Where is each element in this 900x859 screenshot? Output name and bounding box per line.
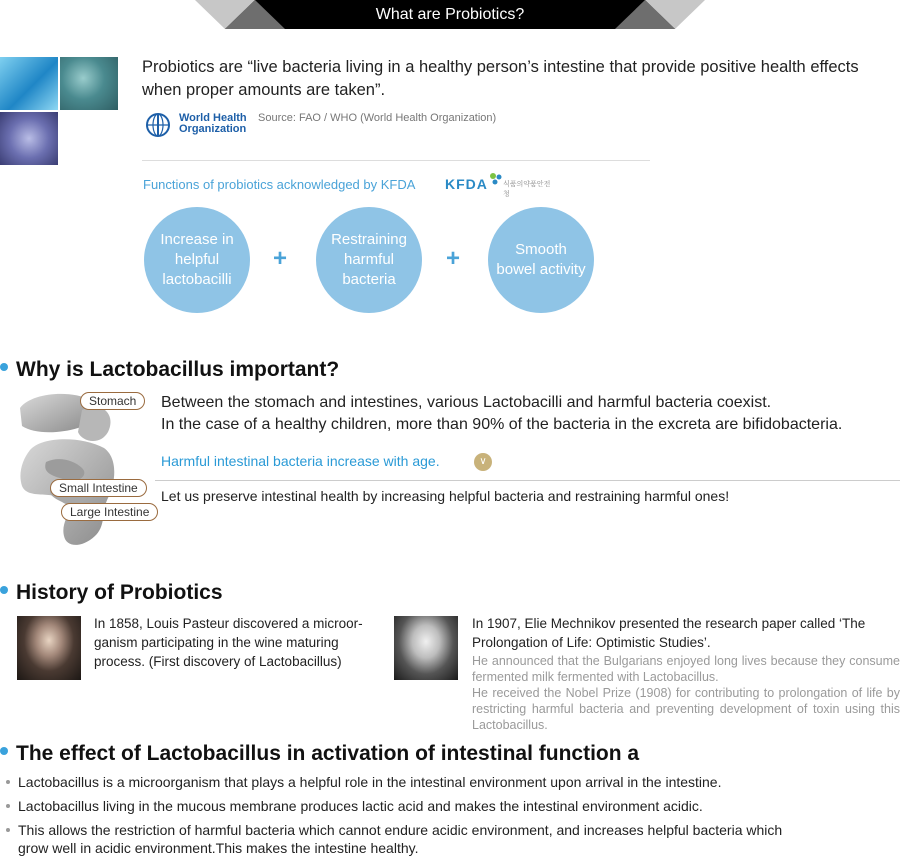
bacteria-image (60, 57, 118, 110)
who-emblem-icon (143, 112, 173, 138)
who-logo (143, 110, 248, 140)
harmful-bacteria-link[interactable]: Harmful intestinal bacteria increase with age. (161, 453, 440, 469)
banner-title: What are Probiotics? (375, 6, 525, 23)
bacteria-image (0, 57, 58, 110)
bullet-icon (0, 363, 8, 371)
bullet-icon (0, 586, 8, 594)
list-item: Lactobacillus is a microorganism that plays a helpful role in the intestinal environment upon arrival in the intestine. (6, 773, 900, 791)
pasteur-history: In 1858, Louis Pasteur discovered a microor-ganism participating in the wine maturing process. (First discovery of Lactobacillus) (94, 616, 363, 669)
small-intestine-label: Small Intestine (50, 479, 147, 497)
divider (142, 160, 650, 161)
divider (155, 480, 900, 481)
kfda-logo: KFDA 식품의약품안전청 (445, 170, 555, 198)
large-intestine-label: Large Intestine (61, 503, 158, 521)
function-circle-increase: Increase in helpful lactobacilli (144, 207, 250, 313)
digestive-organ-illustration (12, 390, 147, 550)
mechnikov-history: In 1907, Elie Mechnikov presented the research paper called ‘The Prolongation of Life: Optimistic Studies’. (472, 616, 866, 650)
chevron-down-icon[interactable]: ∨ (474, 453, 492, 471)
pasteur-portrait (17, 616, 81, 680)
mechnikov-details: He announced that the Bulgarians enjoyed long lives because they consume fermented milk fermented with Lactobacillus. He received the Nobel Prize (1908) for contributing to prolongation of life by restricting harmful bacteria and preventing development of toxin using this Lactobacillus. (472, 654, 900, 732)
title-banner (195, 0, 705, 29)
stomach-label: Stomach (80, 392, 145, 410)
source-note: Source: FAO / WHO (World Health Organization) (258, 112, 497, 124)
function-circle-bowel: Smooth bowel activity (488, 207, 594, 313)
probiotics-definition: Probiotics are “live bacteria living in a healthy person’s intestine that provide positive health effects when proper amounts are taken”. (142, 58, 859, 99)
list-item: Lactobacillus living in the mucous membrane produces lactic acid and makes the intestinal environment acidic. (6, 797, 900, 815)
section-title-history: History of Probiotics (0, 580, 223, 606)
lactobacillus-description: Between the stomach and intestines, various Lactobacilli and harmful bacteria coexist. In the case of a healthy children, more than 90% of the bacteria in the excreta are bifidobacteria. (161, 394, 843, 433)
effect-list (6, 773, 900, 859)
mechnikov-portrait (394, 616, 458, 680)
bacteria-thumbnails (0, 57, 120, 167)
kfda-caption: Functions of probiotics acknowledged by KFDA (143, 177, 416, 192)
bacteria-image (0, 112, 58, 165)
bullet-icon (0, 747, 8, 755)
function-circle-restraining: Restraining harmful bacteria (316, 207, 422, 313)
kfda-logo-icon (489, 172, 503, 186)
plus-icon: + (273, 245, 288, 272)
who-logo-text: World Health Organization (179, 112, 247, 135)
section-title-lactobacillus: Why is Lactobacillus important? (0, 357, 339, 383)
list-item: This allows the restriction of harmful bacteria which cannot endure acidic environment, and increases helpful bacteria which grow well in acidic environment.This makes the intestine healthy. (6, 821, 806, 857)
section-title-effect: The effect of Lactobacillus in activation of intestinal function a (0, 741, 639, 767)
plus-icon: + (446, 245, 461, 272)
preserve-message: Let us preserve intestinal health by increasing helpful bacteria and restraining harmful ones! (161, 488, 730, 504)
